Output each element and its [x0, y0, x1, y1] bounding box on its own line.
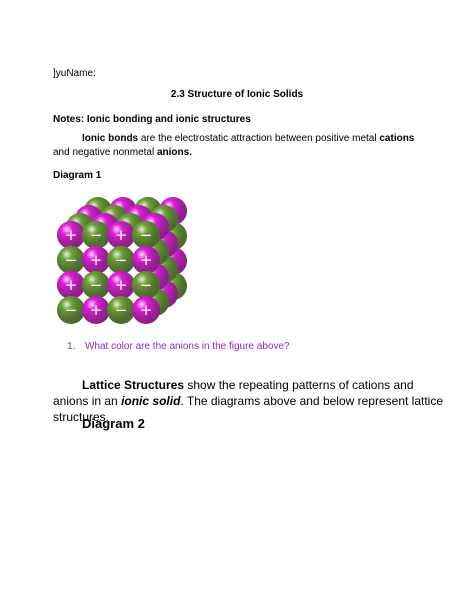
plus-sign: + [89, 301, 103, 319]
cation-sphere [57, 221, 85, 249]
anions-term: anions. [156, 147, 192, 158]
plus-sign: + [64, 276, 78, 294]
anion-sphere [82, 221, 110, 249]
lattice-structures-term: Lattice Structures [82, 378, 185, 392]
anion-sphere [132, 221, 160, 249]
ionic-lattice-cube-image [55, 192, 187, 326]
minus-sign: − [64, 251, 78, 269]
anion-sphere [57, 296, 85, 324]
anion-sphere [107, 246, 135, 274]
ionic-solid-term: ionic solid [121, 394, 181, 408]
anion-sphere [132, 271, 160, 299]
plus-sign: + [114, 226, 128, 244]
diagram-1-label: Diagram 1 [53, 170, 102, 181]
minus-sign: − [89, 226, 103, 244]
cation-sphere [82, 246, 110, 274]
question-1 [67, 341, 290, 352]
plus-sign: + [139, 301, 153, 319]
minus-sign: − [139, 276, 153, 294]
cation-sphere [107, 271, 135, 299]
definition-text-2: and negative nonmetal [53, 147, 157, 158]
cation-sphere [132, 296, 160, 324]
diagram-2-label: Diagram 2 [82, 416, 145, 431]
anion-sphere [82, 271, 110, 299]
definition-text-1: are the electrostatic attraction between positive metal [138, 133, 380, 144]
question-1-number: 1. [67, 341, 76, 352]
plus-sign: + [89, 251, 103, 269]
lattice-text-1: show the repeating patterns of cations and anions in an [53, 378, 414, 408]
minus-sign: − [114, 301, 128, 319]
minus-sign: − [114, 251, 128, 269]
ionic-bonds-term: Ionic bonds [82, 133, 139, 144]
lattice-text-2: . The diagrams above and below represent lattice structures. [53, 394, 444, 424]
question-1-text: What color are the anions in the figure above? [85, 341, 290, 352]
page-title: 2.3 Structure of Ionic Solids [170, 89, 304, 100]
ionic-bonds-definition [53, 132, 433, 160]
plus-sign: + [64, 226, 78, 244]
cation-sphere [82, 296, 110, 324]
anion-sphere [107, 296, 135, 324]
notes-heading: Notes: Ionic bonding and ionic structures [53, 114, 251, 125]
plus-sign: + [139, 251, 153, 269]
anion-sphere [57, 246, 85, 274]
minus-sign: − [89, 276, 103, 294]
name-line: ]yuName: [53, 68, 96, 79]
minus-sign: − [64, 301, 78, 319]
minus-sign: − [139, 226, 153, 244]
cations-term: cations [379, 133, 415, 144]
plus-sign: + [114, 276, 128, 294]
cation-sphere [107, 221, 135, 249]
cation-sphere [132, 246, 160, 274]
cation-sphere [57, 271, 85, 299]
